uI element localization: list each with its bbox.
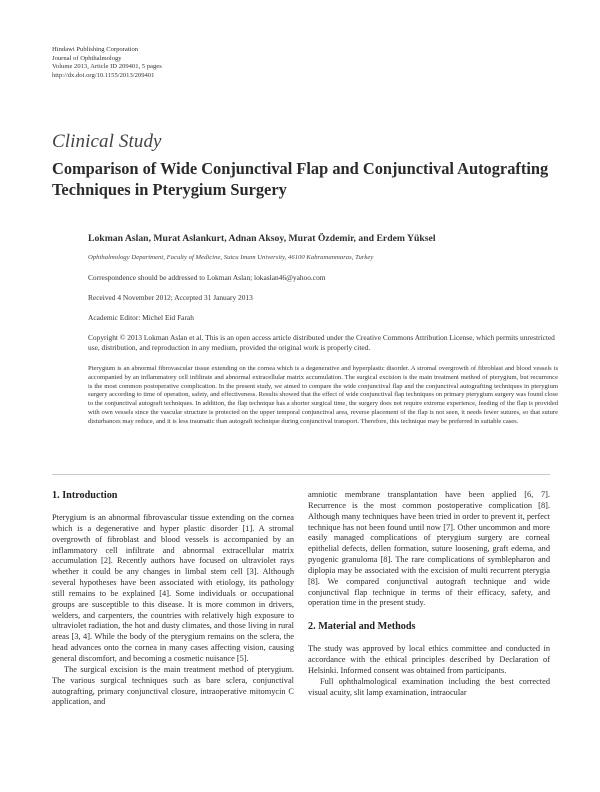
section-gap xyxy=(308,609,550,621)
copyright-notice: Copyright © 2013 Lokman Aslan et al. This is an open access article distributed under the Creative Commons Attribution License, which permits unrestricted use, distribution, and reproduction in any medium, provided the original work is properly cited. xyxy=(88,333,555,352)
methods-paragraph-2: Full ophthalmological examination including the best corrected visual acuity, slit lamp examination, intraocular xyxy=(308,676,550,697)
abstract-text: Pterygium is an abnormal fibrovascular tissue extending on the cornea which is a degenerative and hyperplastic disorder. A stromal overgrowth of fibroblast and blood vessels is accompanied by an inflammatory cell infiltrate and abnormal extracellular matrix accumulation. The surgical excision is the main treatment method of pterygium, but recurrence is the most common postoperative complication. In the present study, we aimed to compare the wide conjunctival flap and the conjunctival autografting techniques in pterygium surgery according to time of operation, safety, and effectiveness. Results showed that the effect of wide conjunctival flap techniques on primary pterygium surgery was found close to the conjunctival autograft techniques. In addition, the flap technique has a shorter surgical time, the surgery does not require extreme experience, feeding of the flap is provided with own vessels since the vascular structure is protected on the upper temporal conjunctival area, reverse placement of the flap is not seen, it needs fewer sutures, so that suture disturbances may reduce, and it is less traumatic than autograft technique during conjunctival transport. Therefore, this technique may be preferred in suitable cases. xyxy=(88,365,558,425)
left-column xyxy=(52,490,294,708)
publisher-line: Hindawi Publishing Corporation xyxy=(52,46,139,53)
journal-name: Journal of Ophthalmology xyxy=(52,54,122,62)
author-list: Lokman Aslan, Murat Aslankurt, Adnan Aksoy, Murat Özdemir, and Erdem Yüksel xyxy=(88,233,436,244)
journal-header xyxy=(52,46,162,80)
article-title: Comparison of Wide Conjunctival Flap and Conjunctival Autografting Techniques in Pterygium Surgery xyxy=(52,159,549,199)
introduction-heading: 1. Introduction xyxy=(52,490,118,501)
article-type: Clinical Study xyxy=(52,131,162,152)
intro-paragraph-continued: amniotic membrane transplantation have been applied [6, 7]. Recurrence is the most common postoperative complication [8]. Although many techniques have been tried in order to prevent it, perfect technique has not been found until now [7]. Other uncommon and more easily managed complications of pterygium surgery are corneal epithelial defects, dellen formation, suture loosening, graft edema, and pyogenic granuloma [8]. The rare complications of symblepharon and diplopia may be associated with the excision of multi recurrent pterygia [8]. We compared conjunctival autograft technique and wide conjunctival flap technique in terms of their efficacy, safety, and operation time in the present study. xyxy=(308,490,550,608)
intro-paragraph-1: Pterygium is an abnormal fibrovascular tissue extending on the cornea which is a degenerative and hyper plastic disorder [1]. A stromal overgrowth of fibroblast and blood vessels is accompanied by an inflammatory cell infiltrate and abnormal extracellular matrix accumulation [2]. Recently authors have focused on ultraviolet rays whether it could be any changes in limbal stem cell [3]. Although several hypotheses have been associated with etiology, its pathology still remains to be explained [4]. Some individuals or occupational groups are susceptible to this disease. It is more common in drivers, welders, and carpenters, the countries with relatively high exposure to ultraviolet radiation, the hot and dusty climates, and those living in rural areas [3, 4]. While the body of the pterygium remains on the sclera, the head advances onto the cornea in many cases affecting vision, causing general discomfort, and becoming a cosmetic nuisance [5]. xyxy=(52,513,294,663)
correspondence-line: Correspondence should be addressed to Lokman Aslan; lokaslan46@yahoo.com xyxy=(88,273,326,282)
methods-paragraph-1: The study was approved by local ethics committee and conducted in accordance with the ethical principles described by Declaration of Helsinki. Informed consent was obtained from participants. xyxy=(308,644,550,675)
right-column xyxy=(308,490,550,699)
affiliation: Ophthalmology Department, Faculty of Medicine, Sutcu Imam University, 46100 Kahramanmaras, Turkey xyxy=(88,254,374,261)
section-divider xyxy=(52,474,550,475)
doi-link[interactable]: http://dx.doi.org/10.1155/2013/209401 xyxy=(52,71,155,79)
academic-editor: Academic Editor: Michel Eid Farah xyxy=(88,313,194,322)
volume-line: Volume 2013, Article ID 209401, 5 pages xyxy=(52,63,162,71)
methods-heading: 2. Material and Methods xyxy=(308,621,416,633)
received-dates: Received 4 November 2012; Accepted 31 January 2013 xyxy=(88,293,253,302)
intro-paragraph-2: The surgical excision is the main treatment method of pterygium. The various surgical techniques such as bare sclera, conjunctival autografting, primary conjunctival closure, intraoperative mitomycin C application, and xyxy=(52,664,294,707)
